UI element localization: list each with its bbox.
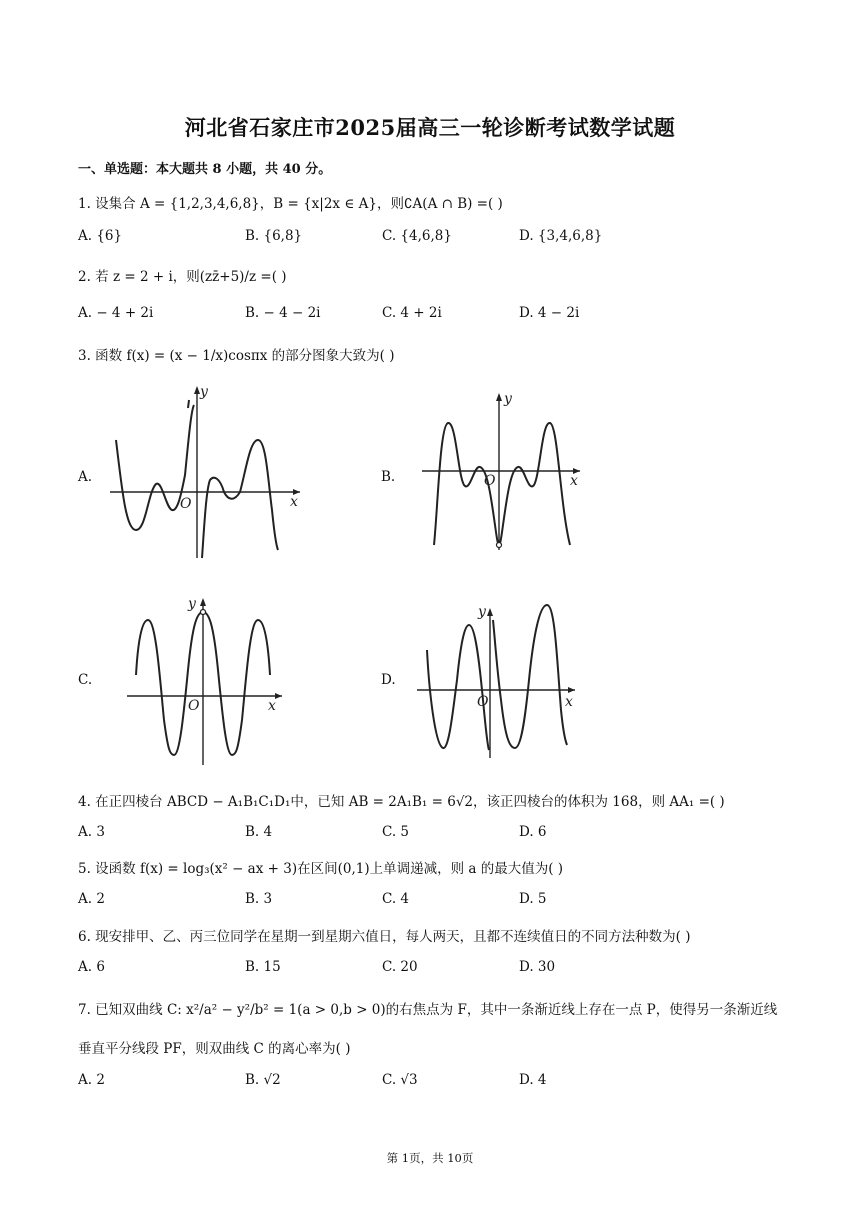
- y-axis-arrow: [200, 598, 206, 606]
- option-c[interactable]: C. √3: [382, 1072, 418, 1088]
- x-axis-arrow: [568, 687, 575, 693]
- option-b[interactable]: B. {6,8}: [245, 228, 303, 244]
- option-d[interactable]: D. 30: [519, 959, 556, 975]
- option-b[interactable]: B. 4: [245, 824, 273, 840]
- question-4-stem: 4. 在正四棱台 ABCD − A₁B₁C₁D₁中，已知 AB = 2A₁B₁ = 6√2，该正四棱台的体积为 168，则 AA₁ =( ): [78, 794, 725, 810]
- option-b[interactable]: B. √2: [245, 1072, 281, 1088]
- option-c[interactable]: C. 5: [382, 824, 410, 840]
- page-title: 河北省石家庄市2025届高三一轮诊断考试数学试题: [184, 115, 676, 140]
- option-a[interactable]: A. − 4 + 2i: [78, 305, 154, 321]
- question-6-options: [78, 959, 778, 977]
- option-d[interactable]: D. 6: [519, 824, 547, 840]
- option-d[interactable]: D. 4 − 2i: [519, 305, 580, 321]
- question-6-stem: 6. 现安排甲、乙、丙三位同学在星期一到星期六值日，每人两天，且都不连续值日的不同方法种数为( ): [78, 929, 691, 945]
- option-d-label[interactable]: D.: [381, 672, 396, 688]
- origin-label: O: [477, 694, 489, 710]
- y-label: y: [478, 604, 486, 620]
- option-b[interactable]: B. 15: [245, 959, 281, 975]
- question-5-options: [78, 891, 778, 909]
- open-point: [497, 543, 502, 548]
- y-axis-arrow: [496, 393, 502, 401]
- question-4-options: [78, 824, 778, 842]
- curve: [434, 423, 570, 545]
- y-axis-arrow: [487, 608, 493, 616]
- origin-label: O: [180, 496, 192, 512]
- graph-option-c[interactable]: [122, 590, 292, 770]
- y-label: y: [504, 391, 512, 407]
- question-5-stem: 5. 设函数 f(x) = log₃(x² − ax + 3)在区间(0,1)上单调递减，则 a 的最大值为( ): [78, 861, 564, 877]
- curve: [202, 440, 278, 558]
- x-label: x: [268, 698, 276, 714]
- option-c[interactable]: C. 4: [382, 891, 410, 907]
- option-c[interactable]: C. 20: [382, 959, 418, 975]
- option-c-label[interactable]: C.: [78, 672, 93, 688]
- question-7-options: [78, 1072, 778, 1090]
- curve: [188, 400, 189, 408]
- page-footer: 第 1页，共 10页: [386, 1151, 474, 1165]
- graph-option-b[interactable]: [420, 385, 590, 555]
- x-label: x: [290, 494, 298, 510]
- question-3-stem: 3. 函数 f(x) = (x − 1/x)cosπx 的部分图象大致为( ): [78, 348, 395, 364]
- option-b[interactable]: B. − 4 − 2i: [245, 305, 321, 321]
- option-c[interactable]: C. {4,6,8}: [382, 228, 452, 244]
- option-b-label[interactable]: B.: [381, 469, 396, 485]
- option-a[interactable]: A. 3: [78, 824, 105, 840]
- question-2-stem: 2. 若 z = 2 + i，则(zz̄+5)/z =( ): [78, 269, 287, 285]
- y-label: y: [200, 384, 208, 400]
- question-1-stem: 1. 设集合 A = {1,2,3,4,6,8}，B = {x|2x ∈ A}，则∁A(A ∩ B) =( ): [78, 196, 503, 212]
- option-a[interactable]: A. 6: [78, 959, 105, 975]
- x-label: x: [570, 473, 578, 489]
- x-label: x: [565, 694, 573, 710]
- option-a-label[interactable]: A.: [78, 469, 93, 485]
- curve: [493, 605, 567, 748]
- graph-option-d[interactable]: [415, 600, 585, 760]
- section-heading: 一、单选题：本大题共 8 小题，共 40 分。: [78, 162, 332, 177]
- question-7-stem: 7. 已知双曲线 C: x²/a² − y²/b² = 1(a > 0,b > 0)的右焦点为 F，其中一条渐近线上存在一点 P，使得另一条渐近线: [78, 1002, 778, 1018]
- open-point: [201, 610, 206, 615]
- option-a[interactable]: A. 2: [78, 891, 105, 907]
- x-axis-arrow: [275, 693, 282, 699]
- graph-option-a[interactable]: [100, 380, 310, 560]
- option-d[interactable]: D. {3,4,6,8}: [519, 228, 603, 244]
- question-7-stem-continued: 垂直平分线段 PF，则双曲线 C 的离心率为( ): [78, 1041, 351, 1057]
- option-d[interactable]: D. 4: [519, 1072, 547, 1088]
- option-a[interactable]: A. {6}: [78, 228, 123, 244]
- option-d[interactable]: D. 5: [519, 891, 547, 907]
- option-c[interactable]: C. 4 + 2i: [382, 305, 442, 321]
- option-b[interactable]: B. 3: [245, 891, 273, 907]
- option-a[interactable]: A. 2: [78, 1072, 105, 1088]
- question-1-options: [78, 228, 778, 246]
- curve: [427, 625, 489, 750]
- origin-label: O: [484, 473, 496, 489]
- origin-label: O: [188, 698, 200, 714]
- question-2-options: [78, 305, 778, 323]
- y-label: y: [188, 596, 196, 612]
